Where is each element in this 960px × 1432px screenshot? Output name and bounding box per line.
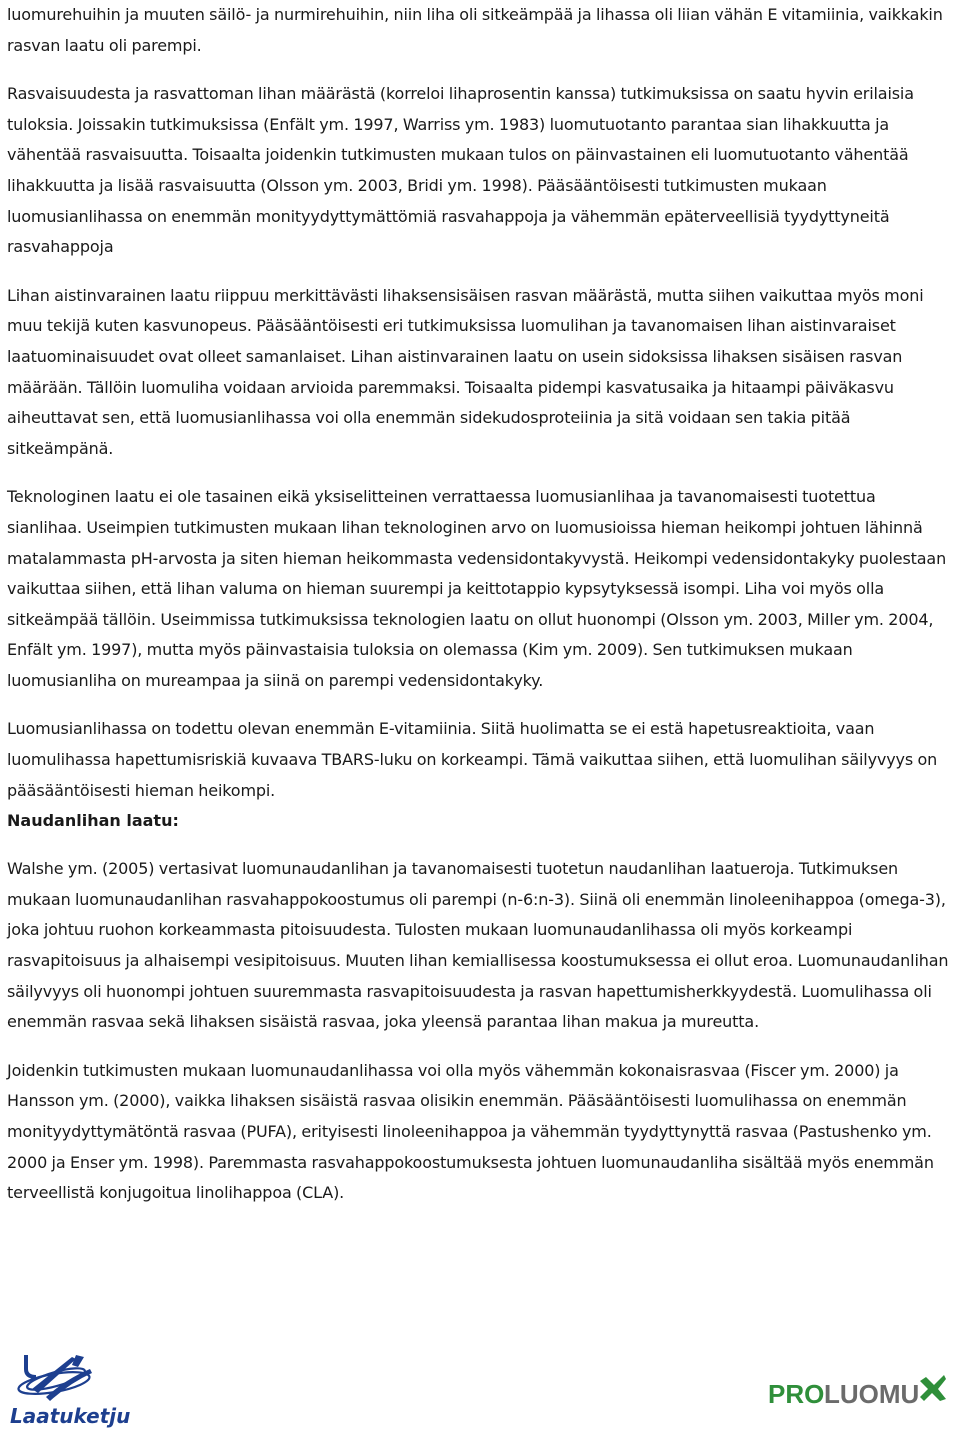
paragraph-walshe-study: Walshe ym. (2005) vertasivat luomunaudanlihan ja tavanomaisesti tuotetun naudanlihan laatueroja. Tutkimuksen mukaan luomunaudanlihan rasvahappokoostumus oli parempi (n-6:n-3). Siinä oli enemmän linoleenihappoa (omega-3), joka johtuu ruohon korkeammasta pitoisuudesta. Tulosten mukaan luomunaudanlihassa oli myös korkeampi rasvapitoisuus ja alhaisempi vesipitoisuus. Muuten lihan kemiallisessa koostumuksessa ei ollut eroa. Luomunaudanlihan säilyvyys oli huonompi johtuen suuremmasta rasvapitoisuudesta ja rasvan hapettumisherkkyydestä. Luomulihassa oli enemmän rasvaa sekä lihaksen sisäistä rasvaa, joka yleensä parantaa lihan makua ja mureutta.: [7, 859, 949, 1032]
page-footer: [0, 1345, 960, 1432]
laatuketju-wordmark: Laatuketju: [10, 1404, 131, 1428]
paragraph-pork-fat: Rasvaisuudesta ja rasvattoman lihan määrästä (korreloi lihaprosentin kanssa) tutkimuksissa on saatu hyvin erilaisia tuloksia. Joissakin tutkimuksissa (Enfält ym. 1997, Warriss ym. 1983) luomutuotanto parantaa sian lihakkuutta ja vähentää rasvaisuutta. Toisaalta joidenkin tutkimusten mukaan tulos on päinvastainen eli luomutuotanto vähentää lihakkuutta ja lisää rasvaisuutta (Olsson ym. 2003, Bridi ym. 1998). Pääsääntöisesti tutkimusten mukaan luomusianlihassa on enemmän monityydyttymättömiä rasvahappoja ja vähemmän epäterveellisiä tyydyttyneitä rasvahappoja: [7, 84, 914, 257]
proluomu-logo: [768, 1373, 948, 1413]
proluomu-pro-text: PRO: [768, 1379, 825, 1409]
paragraph-sensory-quality: Lihan aistinvarainen laatu riippuu merkittävästi lihaksensisäisen rasvan määrästä, mutta siihen vaikuttaa myös moni muu tekijä kuten kasvunopeus. Pääsääntöisesti eri tutkimuksissa luomulihan ja tavanomaisen lihan aistinvaraiset laatuominaisuudet ovat olleet samanlaiset. Lihan aistinvarainen laatu on usein sidoksissa lihaksen sisäisen rasvan määrään. Tällöin luomuliha voidaan arvioida paremmaksi. Toisaalta pidempi kasvatusaika ja hitaampi päiväkasvu aiheuttavat sen, että luomusianlihassa voi olla enemmän sidekudosproteiinia ja sitä voidaan sen takia pitää sitkeämpänä.: [7, 285, 924, 458]
paragraph-vitamin-e: Luomusianlihassa on todettu olevan enemmän E-vitamiinia. Siitä huolimatta se ei estä hapetusreaktioita, vaan luomulihassa hapettumisriskiä kuvaava TBARS-luku on korkeampi. Tämä vaikuttaa siihen, että luomulihan säilyvyys on pääsääntöisesti hieman heikompi.: [7, 719, 938, 800]
proluomu-luomu-text: LUOMU: [824, 1379, 920, 1409]
section-heading-beef: Naudanlihan laatu:: [7, 811, 179, 831]
paragraph-technological-quality: Teknologinen laatu ei ole tasainen eikä yksiselitteinen verrattaessa luomusianlihaa ja tavanomaisesti tuotettua sianlihaa. Useimpien tutkimusten mukaan lihan teknologinen arvo on luomusioissa hieman heikompi johtuen lähinnä matalammasta pH-arvosta ja siten hieman heikommasta vedensidontakyvystä. Heikompi vedensidontakyky puolestaan vaikuttaa siihen, että lihan valuma on hieman suurempi ja keittotappio kypsytyksessä isompi. Liha voi myös olla sitkeämpää tällöin. Useimmissa tutkimuksissa teknologien laatu on ollut huonompi (Olsson ym. 2003, Miller ym. 2004, Enfält ym. 1997), mutta myös päinvastaisia tuloksia on olemassa (Kim ym. 2009). Sen tutkimuksen mukaan luomusianliha on mureampaa ja siinä on parempi vedensidontakyky.: [7, 487, 947, 690]
paragraph-intro-continuation: luomurehuihin ja muuten säilö- ja nurmirehuihin, niin liha oli sitkeämpää ja lihassa oli liian vähän E vitamiinia, vaikkakin rasvan laatu oli parempi.: [7, 5, 943, 55]
laatuketju-logo: [6, 1349, 140, 1429]
paragraph-fat-composition: Joidenkin tutkimusten mukaan luomunaudanlihassa voi olla myös vähemmän kokonaisrasvaa (Fiscer ym. 2000) ja Hansson ym. (2000), vaikka lihaksen sisäistä rasvaa olisikin enemmän. Pääsääntöisesti luomulihassa on enemmän monityydyttymätöntä rasvaa (PUFA), erityisesti linoleenihappoa ja vähemmän tyydyttynyttä rasvaa (Pastushenko ym. 2000 ja Enser ym. 1998). Paremmasta rasvahappokoostumuksesta johtuen luomunaudanliha sisältää myös enemmän terveellistä konjugoitua linolihappoa (CLA).: [7, 1060, 934, 1203]
document-page: [7, 0, 955, 1209]
proluomu-leaf-icon: [920, 1375, 946, 1401]
